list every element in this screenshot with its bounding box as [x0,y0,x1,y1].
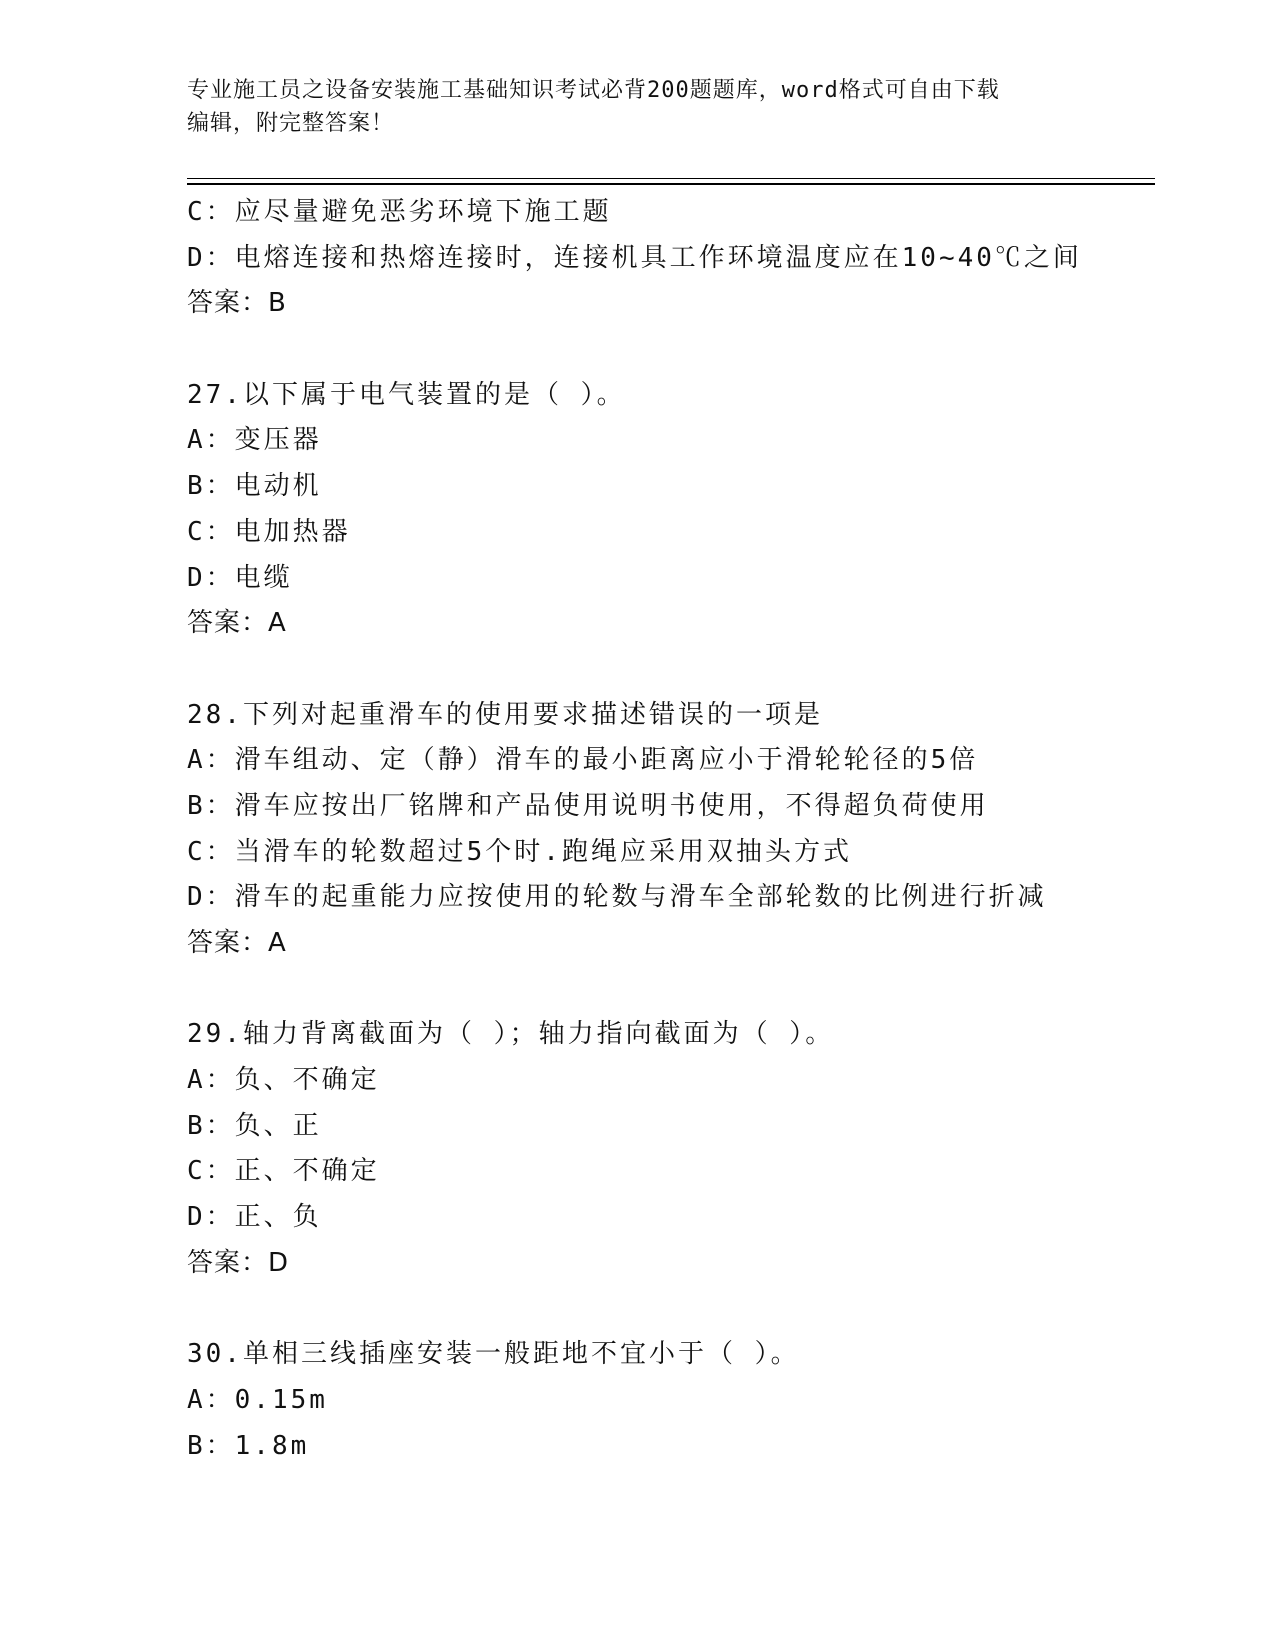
document-header [187,74,1087,140]
q29-question: 29.轴力背离截面为（ ）；轴力指向截面为（ ）。 [187,1019,835,1050]
header-divider-thick [187,183,1155,185]
q28-question: 28.下列对起重滑车的使用要求描述错误的一项是 [187,699,823,730]
header-divider-thin [187,178,1155,179]
q29-option-c: C：正、不确定 [187,1156,380,1187]
q26-option-d: D：电熔连接和热熔连接时，连接机具工作环境温度应在10~40℃之间 [187,242,1082,273]
q27-answer: 答案：A [187,608,287,639]
q30-question: 30.单相三线插座安装一般距地不宜小于（ ）。 [187,1339,800,1370]
q27-option-c: C：电加热器 [187,516,351,547]
spacer [187,1287,1187,1333]
q28-option-c: C：当滑车的轮数超过5个时.跑绳应采用双抽头方式 [187,836,852,867]
q28-option-a: A：滑车组动、定（静）滑车的最小距离应小于滑轮轮径的5倍 [187,745,979,776]
question-content [187,190,1187,1469]
q29-answer: 答案：D [187,1247,290,1278]
q27-option-b: B：电动机 [187,471,322,502]
q30-option-a: A：0.15m [187,1384,328,1415]
spacer [187,647,1187,693]
spacer [187,327,1187,373]
q30-option-b: B：1.8m [187,1430,310,1461]
q27-option-a: A：变压器 [187,425,322,456]
q27-question: 27.以下属于电气装置的是（ ）。 [187,379,626,410]
spacer [187,967,1187,1013]
q28-answer: 答案：A [187,928,287,958]
q29-option-a: A：负、不确定 [187,1065,380,1096]
q29-option-d: D：正、负 [187,1202,322,1233]
q28-option-b: B：滑车应按出厂铭牌和产品使用说明书使用，不得超负荷使用 [187,790,989,821]
header-title-line-1: 专业施工员之设备安装施工基础知识考试必背200题题库，word格式可自由下载 [187,78,1000,103]
q29-option-b: B：负、正 [187,1110,322,1141]
q28-option-d: D：滑车的起重能力应按使用的轮数与滑车全部轮数的比例进行折减 [187,882,1047,913]
q27-option-d: D：电缆 [187,562,293,593]
q26-answer: 答案：B [187,288,287,319]
q26-option-c: C：应尽量避免恶劣环境下施工题 [187,197,612,227]
header-title-line-2: 编辑，附完整答案！ [187,111,395,136]
